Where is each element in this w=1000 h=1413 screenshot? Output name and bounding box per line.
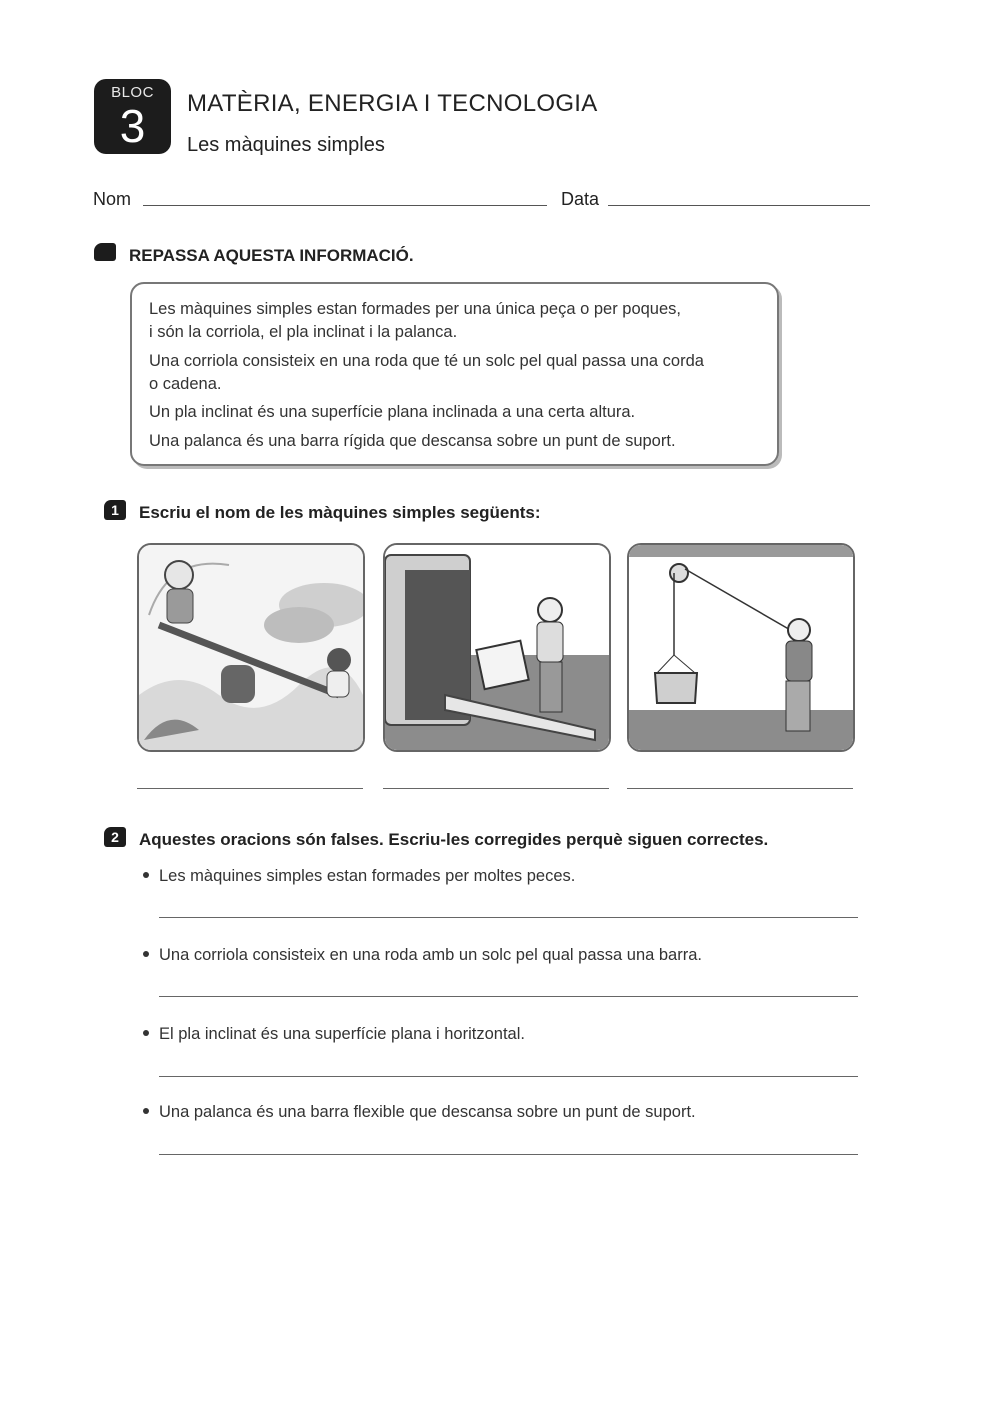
sentence-text: Una corriola consisteix en una roda amb un solc pel qual passa una barra.: [159, 946, 702, 964]
info-line: Un pla inclinat és una superfície plana inclinada a una certa altura.: [149, 403, 636, 421]
date-field[interactable]: [608, 205, 870, 206]
lever-seesaw-image: [137, 543, 365, 752]
correction-line-4[interactable]: [159, 1154, 858, 1155]
correction-line-1[interactable]: [159, 917, 858, 918]
answer-line-2[interactable]: [383, 788, 609, 789]
info-line: Una corriola consisteix en una roda que té un solc pel qual passa una corda: [149, 352, 704, 370]
false-sentence: [143, 867, 575, 886]
exercise-2-number: 2: [104, 827, 126, 847]
review-heading: REPASSA AQUESTA INFORMACIÓ.: [129, 246, 414, 265]
correction-line-3[interactable]: [159, 1076, 858, 1077]
section-bullet-icon: [94, 243, 116, 261]
sentence-text: Una palanca és una barra flexible que descansa sobre un punt de suport.: [159, 1103, 696, 1121]
page-title: MATÈRIA, ENERGIA I TECNOLOGIA: [187, 90, 598, 117]
bloc-label: BLOC: [111, 84, 154, 101]
answer-line-1[interactable]: [137, 788, 363, 789]
sentence-text: Les màquines simples estan formades per moltes peces.: [159, 867, 576, 885]
bullet-icon: [143, 1108, 149, 1114]
date-label: Data: [561, 189, 600, 209]
correction-line-2[interactable]: [159, 996, 858, 997]
info-line: Una palanca és una barra rígida que descansa sobre un punt de suport.: [149, 432, 676, 450]
name-label: Nom: [93, 189, 132, 209]
bullet-icon: [143, 951, 149, 957]
info-box: [130, 282, 779, 466]
bullet-icon: [143, 872, 149, 878]
page-subtitle: Les màquines simples: [187, 134, 385, 156]
info-line: o cadena.: [149, 375, 222, 393]
bloc-number: 3: [119, 100, 146, 152]
false-sentence: [143, 1025, 525, 1044]
name-field[interactable]: [143, 205, 547, 206]
pulley-image: [627, 543, 855, 752]
exercise-1-number: 1: [104, 500, 126, 520]
inclined-plane-image: [383, 543, 611, 752]
bullet-icon: [143, 1030, 149, 1036]
info-line: i són la corriola, el pla inclinat i la palanca.: [149, 323, 458, 341]
answer-line-3[interactable]: [627, 788, 853, 789]
false-sentence: [143, 946, 702, 965]
false-sentence: [143, 1103, 696, 1122]
exercise-2-instruction: Aquestes oracions són falses. Escriu-les corregides perquè siguen correctes.: [139, 830, 769, 849]
info-line: Les màquines simples estan formades per una única peça o per poques,: [149, 300, 681, 318]
bloc-badge: [94, 79, 171, 154]
sentence-text: El pla inclinat és una superfície plana i horitzontal.: [159, 1025, 525, 1043]
exercise-1-instruction: Escriu el nom de les màquines simples següents:: [139, 503, 541, 522]
